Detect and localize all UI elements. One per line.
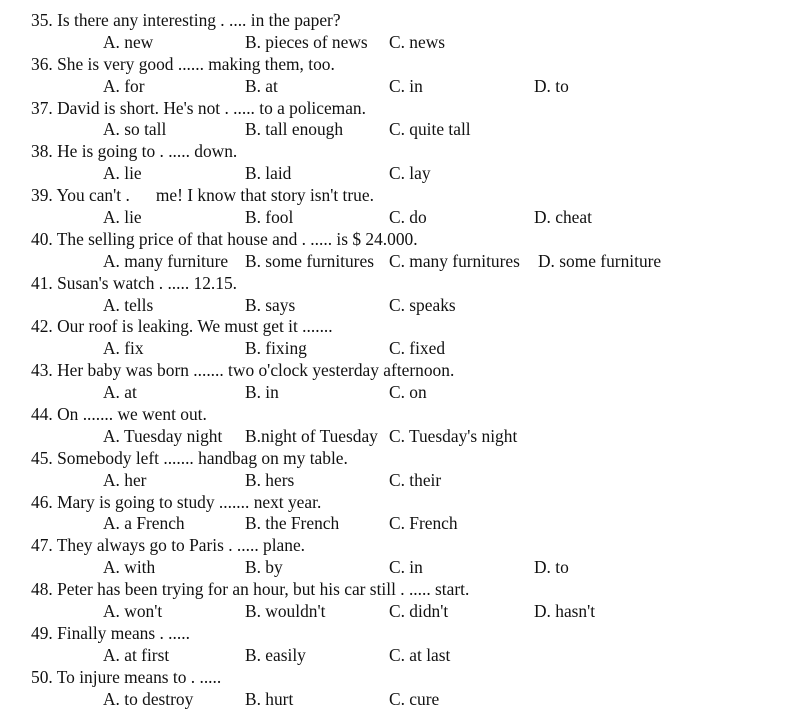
answer-options — [31, 295, 791, 317]
answer-options — [31, 601, 791, 623]
option-d: D. some furniture — [538, 250, 662, 271]
question-38 — [31, 141, 791, 185]
option-c: C. speaks — [389, 294, 456, 315]
option-a: A. to destroy — [103, 688, 194, 709]
option-c: C. do — [389, 207, 427, 228]
answer-options — [31, 119, 791, 141]
option-b: B. says — [245, 294, 296, 315]
answer-options — [31, 426, 791, 448]
option-c: C. many furnitures — [389, 250, 520, 271]
question-36 — [31, 54, 791, 98]
option-b: B.night of Tuesday — [245, 425, 378, 446]
question-stem: 40. The selling price of that house and . ..... is $ 24.000. — [31, 228, 418, 249]
option-b: B. wouldn't — [245, 601, 326, 622]
option-b: B. fool — [245, 207, 294, 228]
option-a: A. many furniture — [103, 250, 229, 271]
question-stem: 49. Finally means . ..... — [31, 622, 190, 643]
option-a: A. lie — [103, 207, 142, 228]
option-b: B. at — [245, 75, 278, 96]
answer-options — [31, 207, 791, 229]
option-c: C. lay — [389, 163, 431, 184]
option-a: A. won't — [103, 601, 163, 622]
answer-options — [31, 645, 791, 667]
question-45 — [31, 448, 791, 492]
question-41 — [31, 273, 791, 317]
option-a: A. at first — [103, 644, 170, 665]
option-b: B. hurt — [245, 688, 294, 709]
option-a: A. new — [103, 31, 154, 52]
answer-options — [31, 382, 791, 404]
option-d: D. to — [534, 557, 569, 578]
answer-options — [31, 251, 791, 273]
option-c: C. at last — [389, 644, 451, 665]
question-37 — [31, 98, 791, 142]
option-a: A. her — [103, 469, 147, 490]
question-43 — [31, 360, 791, 404]
option-b: B. the French — [245, 513, 340, 534]
option-c: C. Tuesday's night — [389, 425, 518, 446]
option-c: C. cure — [389, 688, 440, 709]
option-a: A. lie — [103, 163, 142, 184]
answer-options — [31, 76, 791, 98]
answer-options — [31, 513, 791, 535]
option-d: D. hasn't — [534, 601, 596, 622]
option-b: B. by — [245, 557, 283, 578]
question-44 — [31, 404, 791, 448]
option-b: B. in — [245, 382, 279, 403]
question-stem: 41. Susan's watch . ..... 12.15. — [31, 272, 238, 293]
option-a: A. fix — [103, 338, 144, 359]
question-stem: 39. You can't . me! I know that story isn't true. — [31, 185, 374, 206]
option-a: A. a French — [103, 513, 185, 534]
answer-options — [31, 163, 791, 185]
exercise-document — [31, 10, 791, 711]
question-stem: 38. He is going to . ..... down. — [31, 141, 238, 162]
option-c: C. news — [389, 31, 446, 52]
option-b: B. some furnitures — [245, 250, 374, 271]
question-47 — [31, 535, 791, 579]
question-stem: 35. Is there any interesting . .... in the paper? — [31, 10, 341, 30]
question-stem: 45. Somebody left ....... handbag on my table. — [31, 447, 348, 468]
option-b: B. tall enough — [245, 119, 344, 140]
option-b: B. fixing — [245, 338, 307, 359]
question-stem: 42. Our roof is leaking. We must get it ....... — [31, 316, 333, 337]
question-stem: 43. Her baby was born ....... two o'clock yesterday afternoon. — [31, 360, 455, 381]
question-50 — [31, 667, 791, 711]
option-a: A. at — [103, 382, 137, 403]
question-49 — [31, 623, 791, 667]
question-39 — [31, 185, 791, 229]
option-a: A. tells — [103, 294, 154, 315]
answer-options — [31, 32, 791, 54]
question-stem: 46. Mary is going to study ....... next year. — [31, 491, 322, 512]
question-stem: 37. David is short. He's not . ..... to a policeman. — [31, 97, 366, 118]
question-42 — [31, 316, 791, 360]
answer-options — [31, 689, 791, 711]
option-c: C. didn't — [389, 601, 449, 622]
option-b: B. pieces of news — [245, 31, 368, 52]
option-c: C. on — [389, 382, 427, 403]
question-46 — [31, 492, 791, 536]
option-a: A. Tuesday night — [103, 425, 223, 446]
question-stem: 50. To injure means to . ..... — [31, 666, 222, 687]
option-d: D. to — [534, 75, 569, 96]
answer-options — [31, 338, 791, 360]
question-stem: 48. Peter has been trying for an hour, but his car still . ..... start. — [31, 579, 470, 600]
answer-options — [31, 470, 791, 492]
option-a: A. so tall — [103, 119, 167, 140]
option-b: B. easily — [245, 644, 306, 665]
option-c: C. quite tall — [389, 119, 471, 140]
option-d: D. cheat — [534, 207, 592, 228]
option-c: C. fixed — [389, 338, 446, 359]
option-a: A. for — [103, 75, 145, 96]
option-a: A. with — [103, 557, 156, 578]
option-c: C. in — [389, 557, 423, 578]
question-35 — [31, 10, 791, 54]
option-c: C. in — [389, 75, 423, 96]
question-48 — [31, 579, 791, 623]
question-stem: 47. They always go to Paris . ..... plane. — [31, 535, 306, 556]
option-b: B. hers — [245, 469, 295, 490]
question-stem: 44. On ....... we went out. — [31, 404, 207, 425]
option-b: B. laid — [245, 163, 292, 184]
option-c: C. French — [389, 513, 458, 534]
question-stem: 36. She is very good ...... making them, too. — [31, 53, 335, 74]
option-c: C. their — [389, 469, 442, 490]
answer-options — [31, 557, 791, 579]
question-40 — [31, 229, 791, 273]
